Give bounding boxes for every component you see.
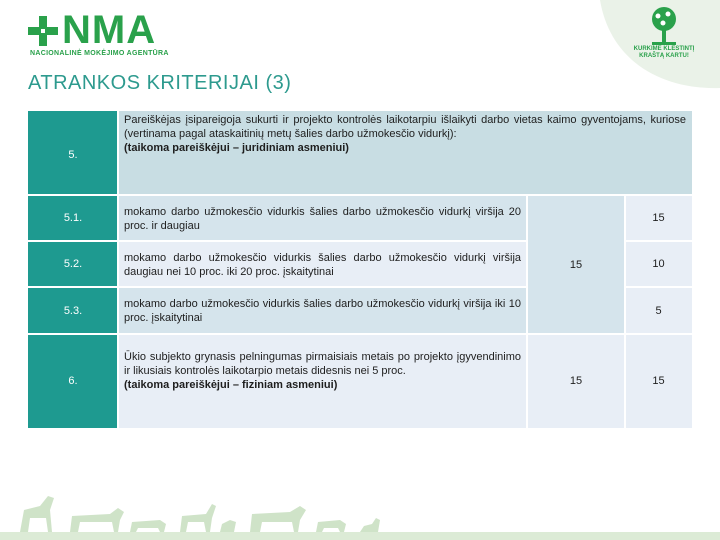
row-5-1-description: mokamo darbo užmokesčio vidurkis šalies darbo užmokesčio vidurkį viršija 20 proc. ir daugiau: [118, 195, 527, 241]
sheep-icon: [316, 520, 346, 532]
row-6-description: [118, 334, 527, 428]
bird-icon: [220, 520, 236, 532]
row-6-number: 6.: [28, 334, 118, 428]
row-5-1-score: 15: [625, 195, 692, 241]
logo-subtitle: NACIONALINĖ MOKĖJIMO AGENTŪRA: [30, 50, 169, 57]
nma-emblem-icon: [28, 16, 58, 46]
cattle-icon: [250, 506, 306, 532]
criteria-table: [28, 111, 692, 428]
row-5-3-score: 5: [625, 287, 692, 334]
row-5-2-score: 10: [625, 241, 692, 287]
row-6-score: 15: [625, 334, 692, 428]
row-5-description: [118, 111, 692, 195]
cow-icon: [70, 508, 124, 532]
campaign-slogan-line1: KURKIME KLESTINTĮ: [633, 46, 695, 52]
row-5-2-number: 5.2.: [28, 241, 118, 287]
row-5-note: (taikoma pareiškėjui – juridiniam asmeniui): [124, 142, 349, 154]
nma-logo: [28, 8, 178, 64]
pig-icon: [130, 520, 166, 532]
row-6-text: Ūkio subjekto grynasis pelningumas pirmaisiais metais po projekto įgyvendinimo ir likusiais kontrolės laikotarpio metais didesnis nei 5 proc.: [124, 351, 521, 377]
page-title: ATRANKOS KRITERIJAI (3): [28, 72, 292, 94]
row-5-1-number: 5.1.: [28, 195, 118, 241]
row-5-text: Pareiškėjas įsipareigoja sukurti ir projekto kontrolės laikotarpiu išlaikyti darbo vietas kaimo gyventojams, kuriose (vertinama pagal ataskaitinių metų šalies darbo užmokesčio vidurkį):: [124, 114, 686, 140]
campaign-logo: [622, 6, 706, 76]
logo-wordmark: NMA: [62, 8, 157, 52]
row-5-3-description: mokamo darbo užmokesčio vidurkis šalies darbo užmokesčio vidurkį viršija iki 10 proc. įskaitytinai: [118, 287, 527, 334]
row-6-max-score: 15: [527, 334, 625, 428]
row-6-note: (taikoma pareiškėjui – fiziniam asmeniui): [124, 379, 338, 391]
campaign-slogan-line2: KRAŠTĄ KARTU!: [639, 53, 689, 59]
tree-icon: [646, 6, 682, 46]
group-5-max-score: 15: [527, 195, 625, 334]
row-5-2-description: mokamo darbo užmokesčio vidurkis šalies darbo užmokesčio vidurkį viršija daugiau nei 10 proc. iki 20 proc. įskaitytinai: [118, 241, 527, 287]
row-5-number: 5.: [28, 111, 118, 195]
row-5-3-number: 5.3.: [28, 287, 118, 334]
goat-icon: [180, 504, 216, 532]
duck-icon: [360, 518, 380, 532]
farm-animals-footer: [0, 480, 720, 540]
horse-icon: [20, 496, 54, 532]
